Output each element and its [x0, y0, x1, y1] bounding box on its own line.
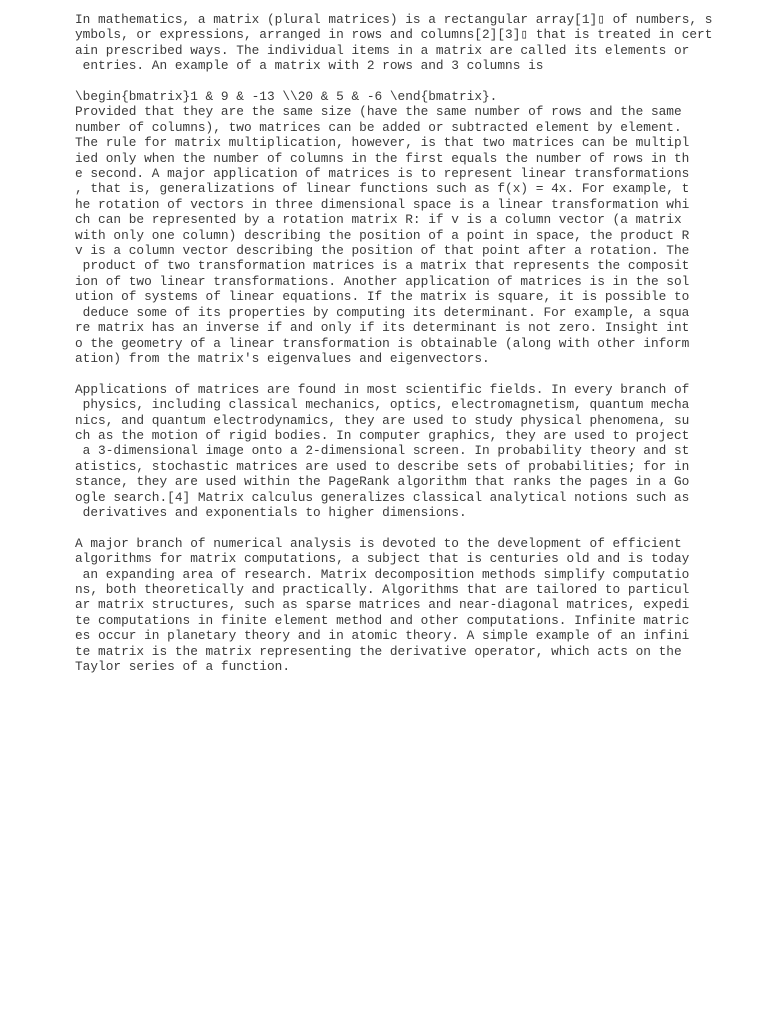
text-line: deduce some of its properties by computing its determinant. For example, a squa [75, 304, 690, 320]
text-line: te computations in finite element method and other computations. Infinite matric [75, 612, 690, 628]
text-line: e second. A major application of matrices is to represent linear transformations [75, 166, 690, 182]
text-line: Applications of matrices are found in most scientific fields. In every branch of [75, 381, 690, 397]
text-line: Provided that they are the same size (have the same number of rows and the same [75, 104, 682, 120]
text-line: ch as the motion of rigid bodies. In computer graphics, they are used to project [75, 427, 690, 443]
text-line: a 3-dimensional image onto a 2-dimensional screen. In probability theory and st [75, 443, 690, 459]
text-line: A major branch of numerical analysis is devoted to the development of efficient [75, 535, 682, 551]
text-line: , that is, generalizations of linear functions such as f(x) = 4x. For example, t [75, 181, 690, 197]
text-line: with only one column) describing the position of a point in space, the product R [75, 227, 690, 243]
text-line: ogle search.[4] Matrix calculus generalizes classical analytical notions such as [75, 489, 690, 505]
text-line: product of two transformation matrices is a matrix that represents the composit [75, 258, 690, 274]
paragraph-intro [75, 12, 713, 74]
text-line: ion of two linear transformations. Another application of matrices is in the sol [75, 273, 690, 289]
text-line: entries. An example of a matrix with 2 rows and 3 columns is [75, 58, 544, 74]
text-line: ns, both theoretically and practically. Algorithms that are tailored to particul [75, 581, 690, 597]
text-line: ution of systems of linear equations. If the matrix is square, it is possible to [75, 289, 690, 305]
text-line: ch can be represented by a rotation matrix R: if v is a column vector (a matrix [75, 212, 682, 228]
text-line: stance, they are used within the PageRank algorithm that ranks the pages in a Go [75, 474, 690, 490]
text-line: o the geometry of a linear transformation is obtainable (along with other inform [75, 335, 690, 351]
paragraph-operations [75, 89, 695, 366]
text-line: ied only when the number of columns in the first equals the number of rows in th [75, 150, 690, 166]
paragraph-numerical-analysis [75, 536, 695, 675]
text-line: v is a column vector describing the position of that point after a rotation. The [75, 243, 690, 259]
text-line: The rule for matrix multiplication, however, is that two matrices can be multipl [75, 135, 690, 151]
text-line: Taylor series of a function. [75, 659, 291, 675]
text-line: derivatives and exponentials to higher dimensions. [75, 504, 467, 520]
text-line: re matrix has an inverse if and only if its determinant is not zero. Insight int [75, 320, 690, 336]
paragraph-applications [75, 382, 695, 521]
text-line: ation) from the matrix's eigenvalues and eigenvectors. [75, 350, 490, 366]
text-line: he rotation of vectors in three dimensional space is a linear transformation whi [75, 196, 690, 212]
text-line: an expanding area of research. Matrix decomposition methods simplify computatio [75, 566, 690, 582]
text-line: te matrix is the matrix representing the derivative operator, which acts on the [75, 643, 682, 659]
text-line: atistics, stochastic matrices are used to describe sets of probabilities; for in [75, 458, 690, 474]
document-body [75, 12, 713, 690]
text-line: physics, including classical mechanics, optics, electromagnetism, quantum mecha [75, 397, 690, 413]
text-line: ymbols, or expressions, arranged in rows and columns[2][3]▯ that is treated in cert [75, 27, 713, 43]
text-line: es occur in planetary theory and in atomic theory. A simple example of an infini [75, 628, 690, 644]
text-line: \begin{bmatrix}1 & 9 & -13 \\20 & 5 & -6 \end{bmatrix}. [75, 89, 498, 105]
text-line: ar matrix structures, such as sparse matrices and near-diagonal matrices, expedi [75, 597, 690, 613]
text-line: ain prescribed ways. The individual items in a matrix are called its elements or [75, 42, 690, 58]
text-line: nics, and quantum electrodynamics, they are used to study physical phenomena, su [75, 412, 690, 428]
text-line: In mathematics, a matrix (plural matrices) is a rectangular array[1]▯ of numbers, s [75, 12, 713, 27]
text-line: algorithms for matrix computations, a subject that is centuries old and is today [75, 551, 690, 567]
text-line: number of columns), two matrices can be added or subtracted element by element. [75, 119, 682, 135]
